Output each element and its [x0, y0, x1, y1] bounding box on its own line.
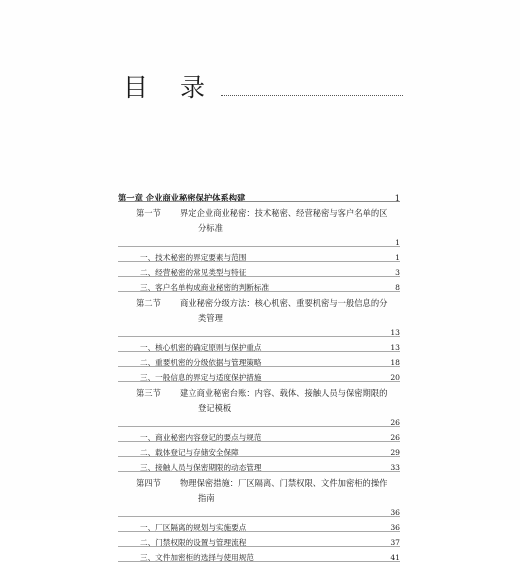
toc-subsection-entry[interactable]	[118, 262, 400, 277]
subsection-page: 13	[390, 343, 400, 353]
toc-section-page-row	[118, 232, 400, 247]
section-title-line1: 商业秘密分级方法：核心机密、重要机密与一般信息的分	[180, 297, 388, 308]
section-number: 第四节	[136, 477, 161, 488]
subsection-label: 二、门禁权限的设置与管理流程	[140, 538, 247, 548]
chapter-page: 1	[394, 192, 400, 203]
toc-section-entry[interactable]	[118, 202, 400, 232]
toc-subsection-entry[interactable]	[118, 427, 400, 442]
subsection-page: 26	[390, 433, 400, 443]
subsection-page: 3	[395, 268, 400, 278]
toc-subsection-entry[interactable]	[118, 352, 400, 367]
section-page: 1	[395, 238, 400, 248]
toc-subsection-entry[interactable]	[118, 367, 400, 382]
section-title-line2: 指南	[198, 492, 215, 503]
subsection-page: 37	[390, 538, 400, 548]
section-number: 第三节	[136, 387, 161, 398]
section-number: 第一节	[136, 207, 161, 218]
toc-subsection-entry[interactable]	[118, 277, 400, 292]
subsection-label: 一、技术秘密的界定要素与范围	[140, 253, 247, 263]
subsection-page: 33	[390, 463, 400, 473]
subsection-label: 一、商业秘密内容登记的要点与规范	[140, 433, 262, 443]
toc-subsection-entry[interactable]	[118, 532, 400, 547]
section-number: 第二节	[136, 297, 161, 308]
subsection-page: 20	[390, 373, 400, 383]
section-page: 13	[390, 328, 400, 338]
subsection-label: 二、经营秘密的常见类型与特征	[140, 268, 247, 278]
section-title-line1: 物理保密措施：厂区隔离、门禁权限、文件加密柜的操作	[180, 477, 388, 488]
subsection-label: 二、载体登记与存储安全保障	[140, 448, 239, 458]
section-title-line1: 界定企业商业秘密：技术秘密、经营秘密与客户名单的区	[180, 207, 388, 218]
subsection-page: 1	[395, 253, 400, 263]
subsection-label: 二、重要机密的分级依据与管理策略	[140, 358, 262, 368]
toc-subsection-entry[interactable]	[118, 547, 400, 562]
toc-section-page-row	[118, 502, 400, 517]
section-title-line2: 登记模板	[198, 402, 232, 413]
subsection-label: 三、接触人员与保密期限的动态管理	[140, 463, 262, 473]
toc-subsection-entry[interactable]	[118, 457, 400, 472]
section-title-line1: 建立商业秘密台账：内容、载体、接触人员与保密期限的	[180, 387, 388, 398]
toc-section-entry[interactable]	[118, 472, 400, 502]
subsection-page: 8	[395, 283, 400, 293]
subsection-page: 29	[390, 448, 400, 458]
subsection-label: 三、客户名单构成商业秘密的判断标准	[140, 283, 270, 293]
subsection-label: 三、一般信息的界定与适度保护措施	[140, 373, 262, 383]
toc-section-page-row	[118, 322, 400, 337]
toc-subsection-entry[interactable]	[118, 337, 400, 352]
toc-title: 目 录	[123, 73, 217, 102]
subsection-page: 18	[390, 358, 400, 368]
toc-chapter-entry[interactable]	[118, 184, 400, 202]
subsection-page: 41	[390, 553, 400, 562]
subsection-label: 一、厂区隔离的规划与实施要点	[140, 523, 247, 533]
section-title-line2: 类管理	[198, 312, 223, 323]
toc-title-leader	[221, 95, 403, 96]
subsection-label: 三、文件加密柜的选择与使用规范	[140, 553, 254, 562]
toc-section-page-row	[118, 412, 400, 427]
toc-subsection-entry[interactable]	[118, 442, 400, 457]
subsection-label: 一、核心机密的确定原则与保护重点	[140, 343, 262, 353]
section-title-line2: 分标准	[198, 222, 223, 233]
toc-heading	[123, 66, 403, 100]
toc-section-entry[interactable]	[118, 382, 400, 412]
toc-section-entry[interactable]	[118, 292, 400, 322]
table-of-contents	[118, 184, 400, 562]
section-page: 26	[390, 418, 400, 428]
section-page: 36	[390, 508, 400, 518]
chapter-label: 第一章 企业商业秘密保护体系构建	[118, 192, 246, 203]
subsection-page: 36	[390, 523, 400, 533]
toc-subsection-entry[interactable]	[118, 517, 400, 532]
toc-subsection-entry[interactable]	[118, 247, 400, 262]
